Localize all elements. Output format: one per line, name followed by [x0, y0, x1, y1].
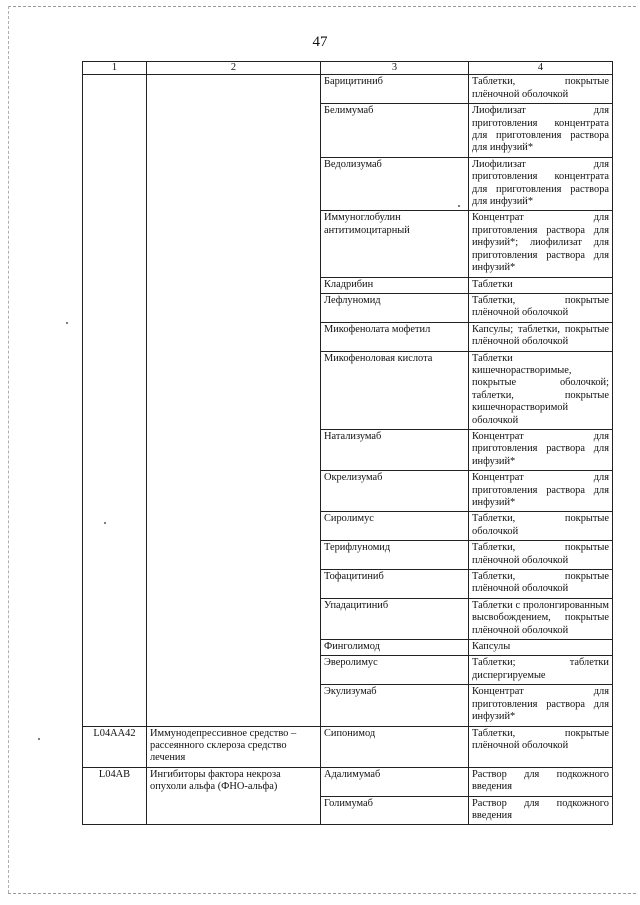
drug-name: Кладрибин — [321, 277, 469, 293]
group-name-cell-empty — [147, 75, 321, 726]
column-header: 2 — [147, 62, 321, 75]
scan-speck — [38, 738, 40, 740]
dosage-form: Капсулы — [469, 640, 613, 656]
table-row — [83, 75, 613, 104]
drug-name: Упадацитиниб — [321, 598, 469, 639]
dosage-form: Лиофилизат для приготовления концентрата для приготовления раствора для инфузий* — [469, 157, 613, 211]
dosage-form: Таблетки, покрытые оболочкой — [469, 512, 613, 541]
dosage-form: Таблетки кишечнорастворимые, покрытые оболочкой; таблетки, покрытые кишечнорастворимой оболочкой — [469, 351, 613, 429]
group-name: Иммунодепрессивное средство – рассеянного склероза средство лечения — [147, 726, 321, 767]
dosage-form: Таблетки, покрытые плёночной оболочкой — [469, 726, 613, 767]
dosage-form: Концентрат для приготовления раствора для инфузий*; лиофилизат для приготовления раствора для инфузий* — [469, 211, 613, 277]
dosage-form: Лиофилизат для приготовления концентрата для приготовления раствора для инфузий* — [469, 104, 613, 158]
drug-name: Терифлуномид — [321, 541, 469, 570]
dosage-form: Таблетки, покрытые плёночной оболочкой — [469, 75, 613, 104]
dosage-form: Раствор для подкожного введения — [469, 767, 613, 796]
table-row — [83, 726, 613, 767]
drug-table — [82, 61, 613, 825]
dosage-form: Концентрат для приготовления раствора для инфузий* — [469, 685, 613, 726]
dosage-form: Концентрат для приготовления раствора для инфузий* — [469, 471, 613, 512]
table-row — [83, 767, 613, 796]
dosage-form: Таблетки, покрытые плёночной оболочкой — [469, 293, 613, 322]
drug-name: Экулизумаб — [321, 685, 469, 726]
dosage-form: Раствор для подкожного введения — [469, 796, 613, 825]
code-cell-empty — [83, 75, 147, 726]
scan-speck — [66, 322, 68, 324]
drug-name: Сиролимус — [321, 512, 469, 541]
table-header-row — [83, 62, 613, 75]
drug-name: Адалимумаб — [321, 767, 469, 796]
drug-name: Голимумаб — [321, 796, 469, 825]
group-name: Ингибиторы фактора некроза опухоли альфа (ФНО-альфа) — [147, 767, 321, 825]
atc-code: L04AB — [83, 767, 147, 825]
dosage-form: Таблетки, покрытые плёночной оболочкой — [469, 541, 613, 570]
atc-code: L04AA42 — [83, 726, 147, 767]
drug-name: Натализумаб — [321, 429, 469, 470]
dosage-form: Таблетки — [469, 277, 613, 293]
dosage-form: Таблетки с пролонгированным высвобождением, покрытые плёночной оболочкой — [469, 598, 613, 639]
scan-edge-left — [8, 6, 9, 893]
drug-name: Лефлуномид — [321, 293, 469, 322]
drug-name: Белимумаб — [321, 104, 469, 158]
drug-name: Сипонимод — [321, 726, 469, 767]
column-header: 4 — [469, 62, 613, 75]
drug-name: Барицитиниб — [321, 75, 469, 104]
drug-name: Микофеноловая кислота — [321, 351, 469, 429]
dosage-form: Капсулы; таблетки, покрытые плёночной оболочкой — [469, 322, 613, 351]
drug-name: Микофенолата мофетил — [321, 322, 469, 351]
dosage-form: Таблетки; таблетки диспергируемые — [469, 656, 613, 685]
drug-name: Иммуноглобулин антитимоцитарный — [321, 211, 469, 277]
drug-name: Тофацитиниб — [321, 570, 469, 599]
dosage-form: Таблетки, покрытые плёночной оболочкой — [469, 570, 613, 599]
drug-name: Ведолизумаб — [321, 157, 469, 211]
drug-name: Финголимод — [321, 640, 469, 656]
column-header: 3 — [321, 62, 469, 75]
drug-name: Окрелизумаб — [321, 471, 469, 512]
drug-name: Эверолимус — [321, 656, 469, 685]
column-header: 1 — [83, 62, 147, 75]
dosage-form: Концентрат для приготовления раствора для инфузий* — [469, 429, 613, 470]
scan-edge-top — [8, 6, 636, 7]
scan-edge-bottom — [8, 893, 636, 894]
page-number: 47 — [312, 34, 328, 50]
